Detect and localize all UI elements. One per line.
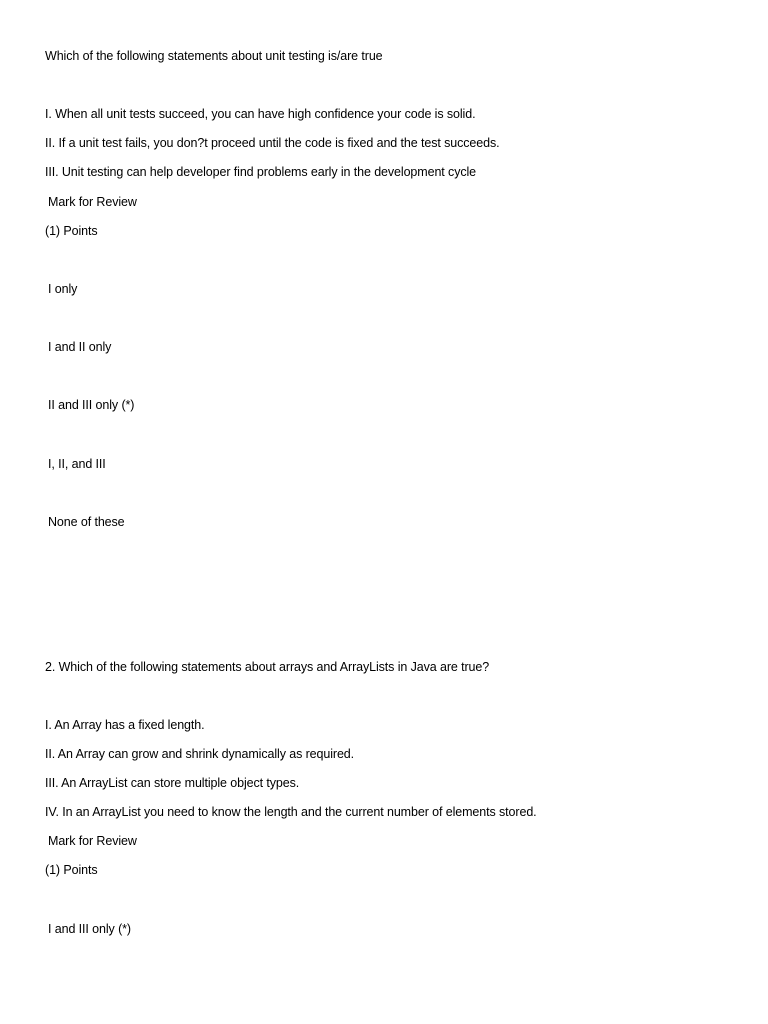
question-1-statement-2: II. If a unit test fails, you don?t proceed until the code is fixed and the test succeeds. xyxy=(45,136,500,150)
question-1-option-2[interactable]: I and II only xyxy=(48,340,112,354)
question-1-mark-for-review[interactable]: Mark for Review xyxy=(48,195,137,209)
question-2-statement-1: I. An Array has a fixed length. xyxy=(45,718,205,732)
question-1-option-3[interactable]: II and III only (*) xyxy=(48,398,135,412)
question-2-statement-2: II. An Array can grow and shrink dynamically as required. xyxy=(45,747,355,761)
question-1-prompt: Which of the following statements about unit testing is/are true xyxy=(45,49,383,63)
question-2-prompt: 2. Which of the following statements about arrays and ArrayLists in Java are true? xyxy=(45,660,490,674)
question-1-points: (1) Points xyxy=(45,224,98,238)
question-1-statement-1: I. When all unit tests succeed, you can have high confidence your code is solid. xyxy=(45,107,476,121)
question-2-option-1[interactable]: I and III only (*) xyxy=(48,922,131,936)
question-1-option-1[interactable]: I only xyxy=(48,282,78,296)
question-2-mark-for-review[interactable]: Mark for Review xyxy=(48,834,137,848)
question-2-points: (1) Points xyxy=(45,863,98,877)
question-1-statement-3: III. Unit testing can help developer find problems early in the development cycle xyxy=(45,165,477,179)
question-2-statement-3: III. An ArrayList can store multiple object types. xyxy=(45,776,300,790)
question-1-option-4[interactable]: I, II, and III xyxy=(48,457,106,471)
question-1-option-5[interactable]: None of these xyxy=(48,515,125,529)
question-2-statement-4: IV. In an ArrayList you need to know the length and the current number of elements stored. xyxy=(45,805,537,819)
